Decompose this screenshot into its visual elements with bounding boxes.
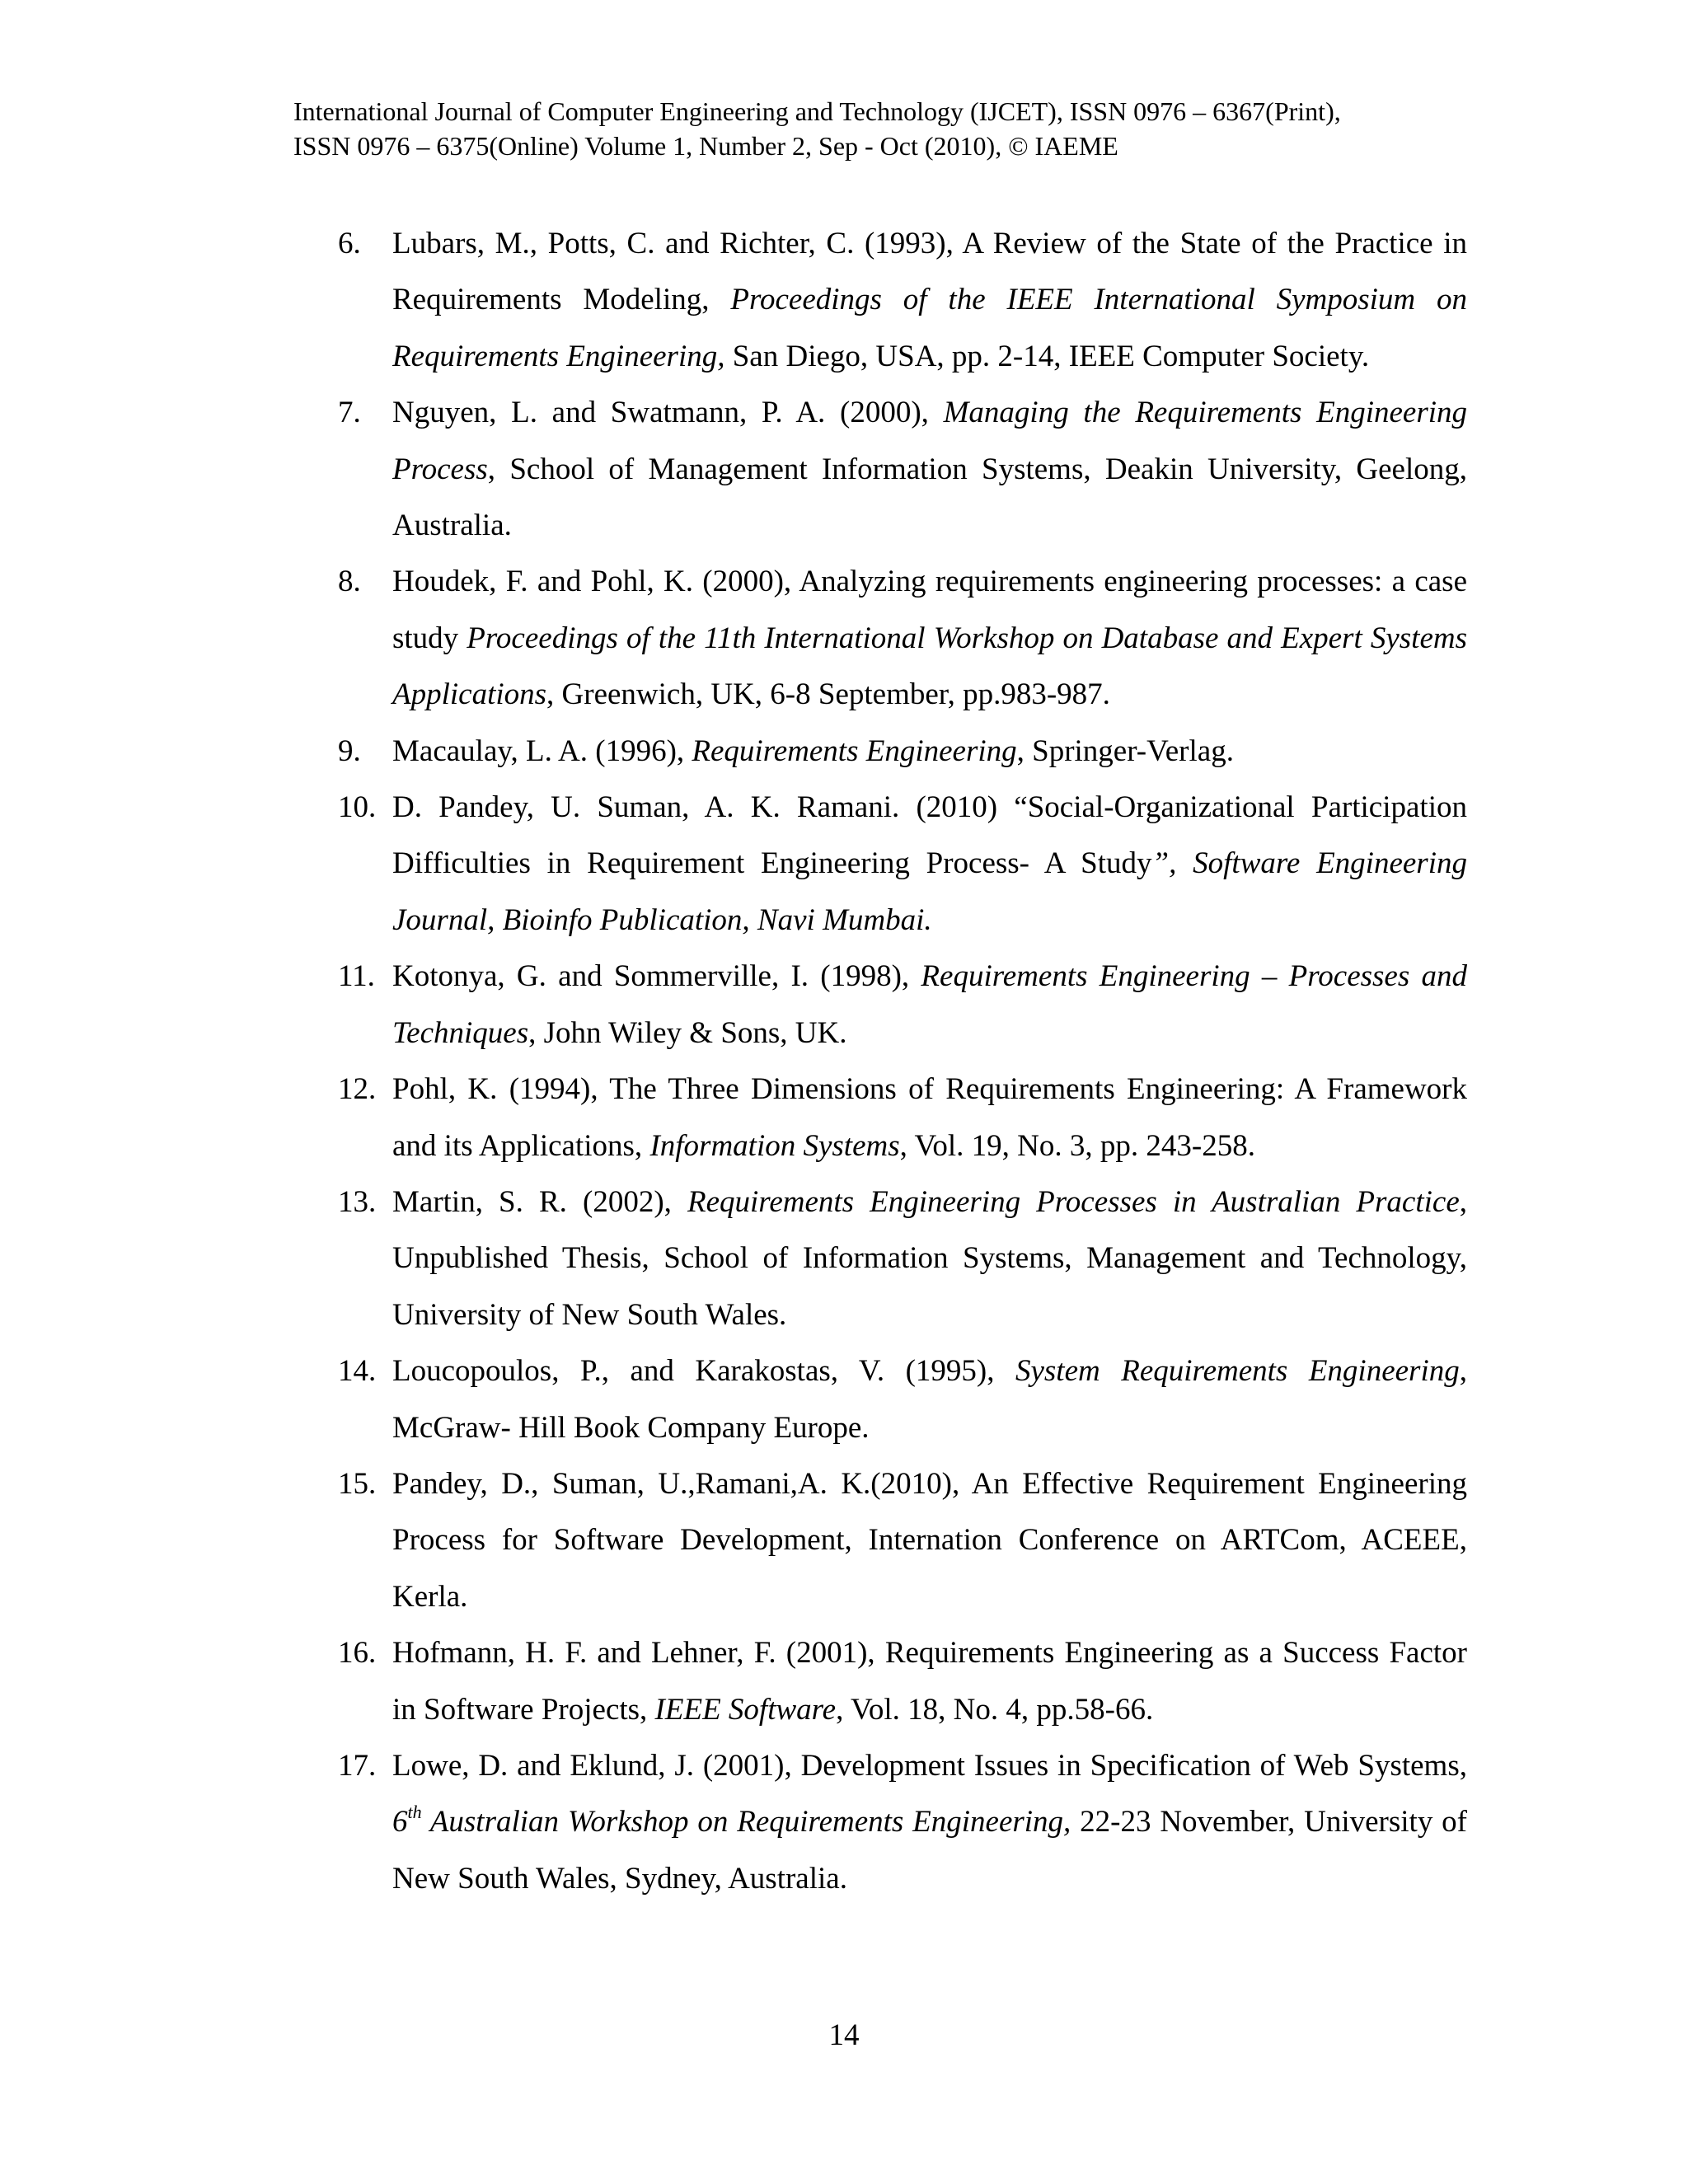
reference-number: 14. [338,1354,377,1389]
reference-number: 7. [338,396,361,430]
reference-number: 10. [338,790,377,825]
reference-number: 8. [338,565,361,599]
reference-item: 10. D. Pandey, U. Suman, A. K. Ramani. (2010) “Social-Organizational Participation Difficulties in Requirement Engineering Process- A Study”, Software Engineering Journal, Bioinfo Publication, Navi Mumbai. [338,780,1467,949]
reference-item: 9. Macaulay, L. A. (1996), Requirements Engineering, Springer-Verlag. [338,724,1467,780]
reference-number: 17. [338,1748,377,1783]
reference-item: 17. Lowe, D. and Eklund, J. (2001), Development Issues in Specification of Web Systems, 6th Australian Workshop on Requirements Engineering, 22-23 November, University of New South Wales, Sydney, Australia. [338,1738,1467,1907]
journal-header [293,94,1530,163]
page-number: 14 [828,2018,860,2052]
reference-list [338,216,1467,1907]
reference-item: 12. Pohl, K. (1994), The Three Dimensions of Requirements Engineering: A Framework and its Applications, Information Systems, Vol. 19, No. 3, pp. 243-258. [338,1062,1467,1174]
reference-item: 14. Loucopoulos, P., and Karakostas, V. (1995), System Requirements Engineering, McGraw- Hill Book Company Europe. [338,1343,1467,1456]
reference-item: 8. Houdek, F. and Pohl, K. (2000), Analyzing requirements engineering processes: a case study Proceedings of the 11th International Workshop on Database and Expert Systems Applications, Greenwich, UK, 6-8 September, pp.983-987. [338,554,1467,723]
reference-number: 13. [338,1184,377,1219]
reference-number: 9. [338,733,361,768]
reference-item: 6. Lubars, M., Potts, C. and Richter, C. (1993), A Review of the State of the Practice in Requirements Modeling, Proceedings of the IEEE International Symposium on Requirements Engineering, San Diego, USA, pp. 2-14, IEEE Computer Society. [338,216,1467,385]
reference-number: 11. [338,959,375,994]
reference-number: 16. [338,1636,377,1671]
reference-item: 16. Hofmann, H. F. and Lehner, F. (2001), Requirements Engineering as a Success Factor in Software Projects, IEEE Software, Vol. 18, No. 4, pp.58-66. [338,1625,1467,1738]
reference-item: 15. Pandey, D., Suman, U.,Ramani,A. K.(2010), An Effective Requirement Engineering Process for Software Development, Internation Conference on ARTCom, ACEEE, Kerla. [338,1456,1467,1625]
reference-number: 6. [338,227,361,260]
reference-number: 15. [338,1466,377,1501]
reference-item: 7. Nguyen, L. and Swatmann, P. A. (2000), Managing the Requirements Engineering Process, School of Management Information Systems, Deakin University, Geelong, Australia. [338,385,1467,554]
reference-item: 11. Kotonya, G. and Sommerville, I. (1998), Requirements Engineering – Processes and Techniques, John Wiley & Sons, UK. [338,949,1467,1062]
reference-number: 12. [338,1072,377,1107]
header-line-2: ISSN 0976 – 6375(Online) Volume 1, Number 2, Sep - Oct (2010), © IAEME [293,131,1118,161]
reference-item: 13. Martin, S. R. (2002), Requirements Engineering Processes in Australian Practice, Unpublished Thesis, School of Information Systems, Management and Technology, University of New South Wales. [338,1174,1467,1343]
header-line-1: International Journal of Computer Engineering and Technology (IJCET), ISSN 0976 – 6367(Print), [293,96,1341,126]
